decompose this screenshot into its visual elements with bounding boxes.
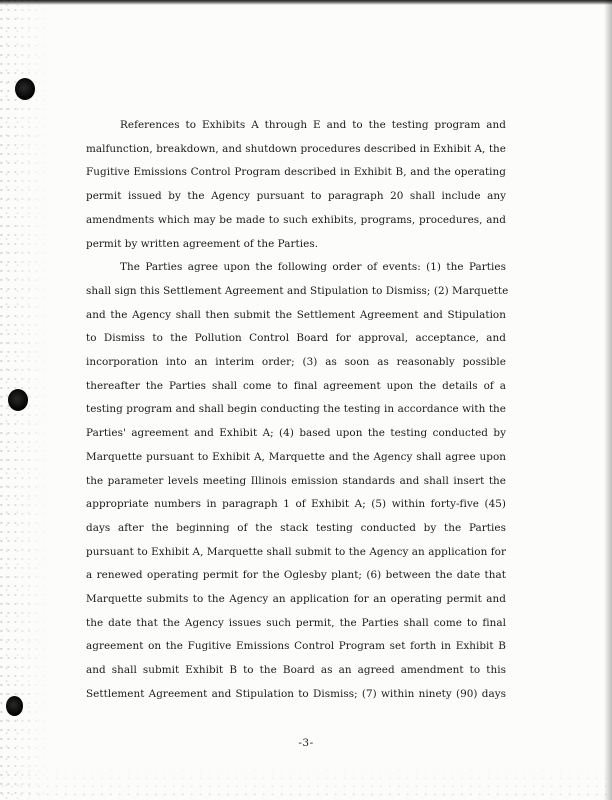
- text-line: the date that the Agency issues such permit, the Parties shall come to final: [86, 616, 506, 629]
- paragraph: [86, 256, 509, 706]
- scan-top-edge: [0, 0, 612, 5]
- punch-hole-icon: [6, 696, 23, 716]
- text-line: The Parties agree upon the following order of events: (1) the Parties: [120, 261, 506, 274]
- text-line: appropriate numbers in paragraph 1 of Exhibit A; (5) within forty-five (45): [86, 498, 506, 511]
- text-line: and shall submit Exhibit B to the Board as an agreed amendment to this: [86, 664, 506, 677]
- text-line: a renewed operating permit for the Oglesby plant; (6) between the date that: [86, 569, 506, 582]
- text-line: to Dismiss to the Pollution Control Board for approval, acceptance, and: [86, 332, 506, 345]
- text-line: Settlement Agreement and Stipulation to Dismiss; (7) within ninety (90) days: [86, 687, 506, 700]
- text-line: Marquette submits to the Agency an application for an operating permit and: [86, 593, 506, 606]
- text-line: References to Exhibits A through E and to the testing program and: [120, 119, 506, 131]
- document-body: [86, 114, 509, 707]
- punch-hole-icon: [15, 78, 35, 100]
- text-line: malfunction, breakdown, and shutdown procedures described in Exhibit A, the: [86, 142, 506, 155]
- text-line: incorporation into an interim order; (3) as soon as reasonably possible: [86, 356, 506, 369]
- text-line: permit issued by the Agency pursuant to paragraph 20 shall include any: [86, 190, 506, 203]
- text-line: Fugitive Emissions Control Program described in Exhibit B, and the operating: [86, 166, 506, 179]
- text-line: days after the beginning of the stack testing conducted by the Parties: [86, 521, 506, 534]
- page-number: -3-: [298, 737, 314, 749]
- text-line: Marquette pursuant to Exhibit A, Marquette and the Agency shall agree upon: [86, 450, 506, 463]
- text-line: shall sign this Settlement Agreement and Stipulation to Dismiss; (2) Marquette: [86, 284, 509, 297]
- punch-hole-icon: [8, 389, 28, 411]
- scan-bottom-noise: [0, 760, 612, 800]
- scan-right-edge: [604, 0, 612, 800]
- text-line: Parties' agreement and Exhibit A; (4) based upon the testing conducted by: [86, 427, 506, 440]
- text-line: and the Agency shall then submit the Settlement Agreement and Stipulation: [86, 308, 506, 321]
- paragraph: [86, 114, 506, 256]
- text-line: agreement on the Fugitive Emissions Control Program set forth in Exhibit B: [86, 640, 506, 653]
- text-line: amendments which may be made to such exhibits, programs, procedures, and: [86, 213, 506, 226]
- text-line: pursuant to Exhibit A, Marquette shall submit to the Agency an application for: [86, 545, 506, 558]
- text-line: thereafter the Parties shall come to final agreement upon the details of a: [86, 379, 506, 392]
- text-line: testing program and shall begin conducting the testing in accordance with the: [86, 403, 506, 416]
- text-line: the parameter levels meeting Illinois emission standards and shall insert the: [86, 474, 506, 487]
- text-line: permit by written agreement of the Parties.: [86, 237, 319, 250]
